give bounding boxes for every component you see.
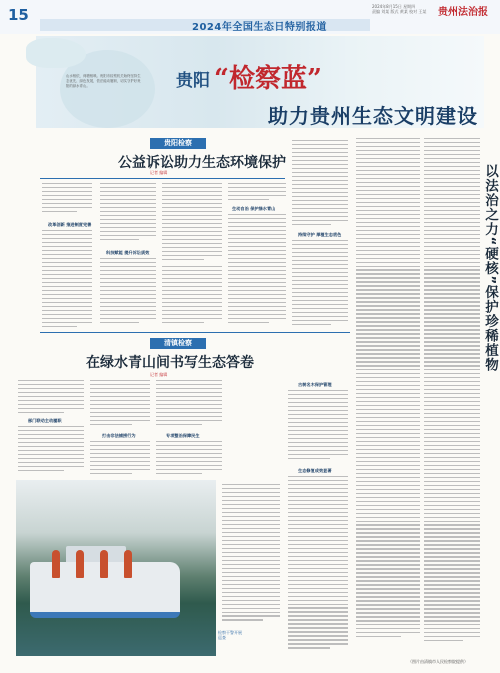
- person-figure: [124, 550, 132, 578]
- article1-column-text: [228, 183, 286, 203]
- article2-column-text: [156, 380, 222, 430]
- article1-column-text: [42, 183, 92, 215]
- article2-column-text: [222, 484, 280, 626]
- article1-subhead: 生动自治 保护绿水青山: [232, 206, 276, 211]
- photo-caption: 检察干警开展巡查: [218, 630, 242, 640]
- article1-column-text: [100, 258, 156, 328]
- article2-column-text: [18, 426, 84, 476]
- article1-column-text: [162, 266, 222, 328]
- article2-subhead: 专项整治保障民生: [166, 433, 200, 438]
- sidebar-article-text: [424, 138, 480, 658]
- article2-subhead: 古树名木保护管理: [298, 382, 332, 387]
- article1-column-text: [100, 183, 156, 243]
- article1-title: 公益诉讼助力生态环境保护: [118, 155, 286, 171]
- sidebar-article-text: [356, 138, 420, 658]
- section-label-qingzhen: 清镇检察: [150, 338, 206, 349]
- article1-subhead: 持续守护 厚植生态底色: [298, 232, 342, 237]
- article1-byline: 记者 编辑: [150, 170, 168, 175]
- article1-column-text: [162, 183, 222, 263]
- article-separator: [40, 332, 350, 333]
- article2-subhead: 打击非法捕捞行为: [102, 433, 136, 438]
- article1-subhead: 科技赋能 提升诉讼质效: [106, 250, 150, 255]
- article1-column-text: [42, 230, 92, 328]
- article1-column-text: [228, 214, 286, 328]
- editor-credits: 责编 刘某 版式 黄某 校对 王某: [372, 9, 427, 14]
- hero-headline-keyword: “检察蓝”: [214, 64, 322, 94]
- article1-subhead: 改革创新 推进制度完善: [48, 222, 92, 227]
- page-number: 15: [8, 6, 29, 24]
- person-figure: [52, 550, 60, 578]
- article1-column-text: [292, 240, 348, 328]
- hero-headline-subtitle: 助力贵州生态文明建设: [268, 104, 478, 128]
- article2-title: 在绿水青山间书写生态答卷: [86, 355, 254, 371]
- section-label-guiyang: 贵阳检察: [150, 138, 206, 149]
- article2-column-text: [90, 441, 150, 477]
- article2-subhead: 部门联动主动履职: [28, 418, 62, 423]
- patrol-boat-photo: [16, 480, 216, 656]
- publication-date: 2024年8月15日 星期四: [372, 4, 416, 9]
- photo-credit-note: （图片由清镇市人民检察院提供）: [408, 659, 468, 664]
- person-figure: [100, 550, 108, 578]
- article1-rule: [40, 178, 285, 179]
- article2-column-text: [18, 380, 84, 416]
- article2-column-text: [288, 476, 348, 656]
- article1-column-text: [292, 140, 348, 228]
- article2-column-text: [156, 441, 222, 477]
- newspaper-masthead: 贵州法治报: [438, 7, 488, 18]
- article2-column-text: [288, 390, 348, 464]
- article2-column-text: [90, 380, 150, 430]
- hero-intro-text: 山水相依，荷塘相映。贵阳市检察机关始终坚持生态优先、绿色发展，依法能动履职，切实守护好贵阳的绿水青山。: [66, 74, 141, 88]
- article2-byline: 记者 编辑: [150, 372, 168, 377]
- hero-headline-city: 贵阳: [176, 71, 210, 91]
- page-header: [0, 0, 500, 34]
- special-report-title: 2024年全国生态日特别报道: [192, 22, 327, 33]
- sidebar-vertical-title: 以法治之力“硬核”保护珍稀植物: [482, 164, 498, 373]
- article2-subhead: 生态修复成效显著: [298, 468, 332, 473]
- person-figure: [76, 550, 84, 578]
- hero-decoration: [26, 38, 86, 68]
